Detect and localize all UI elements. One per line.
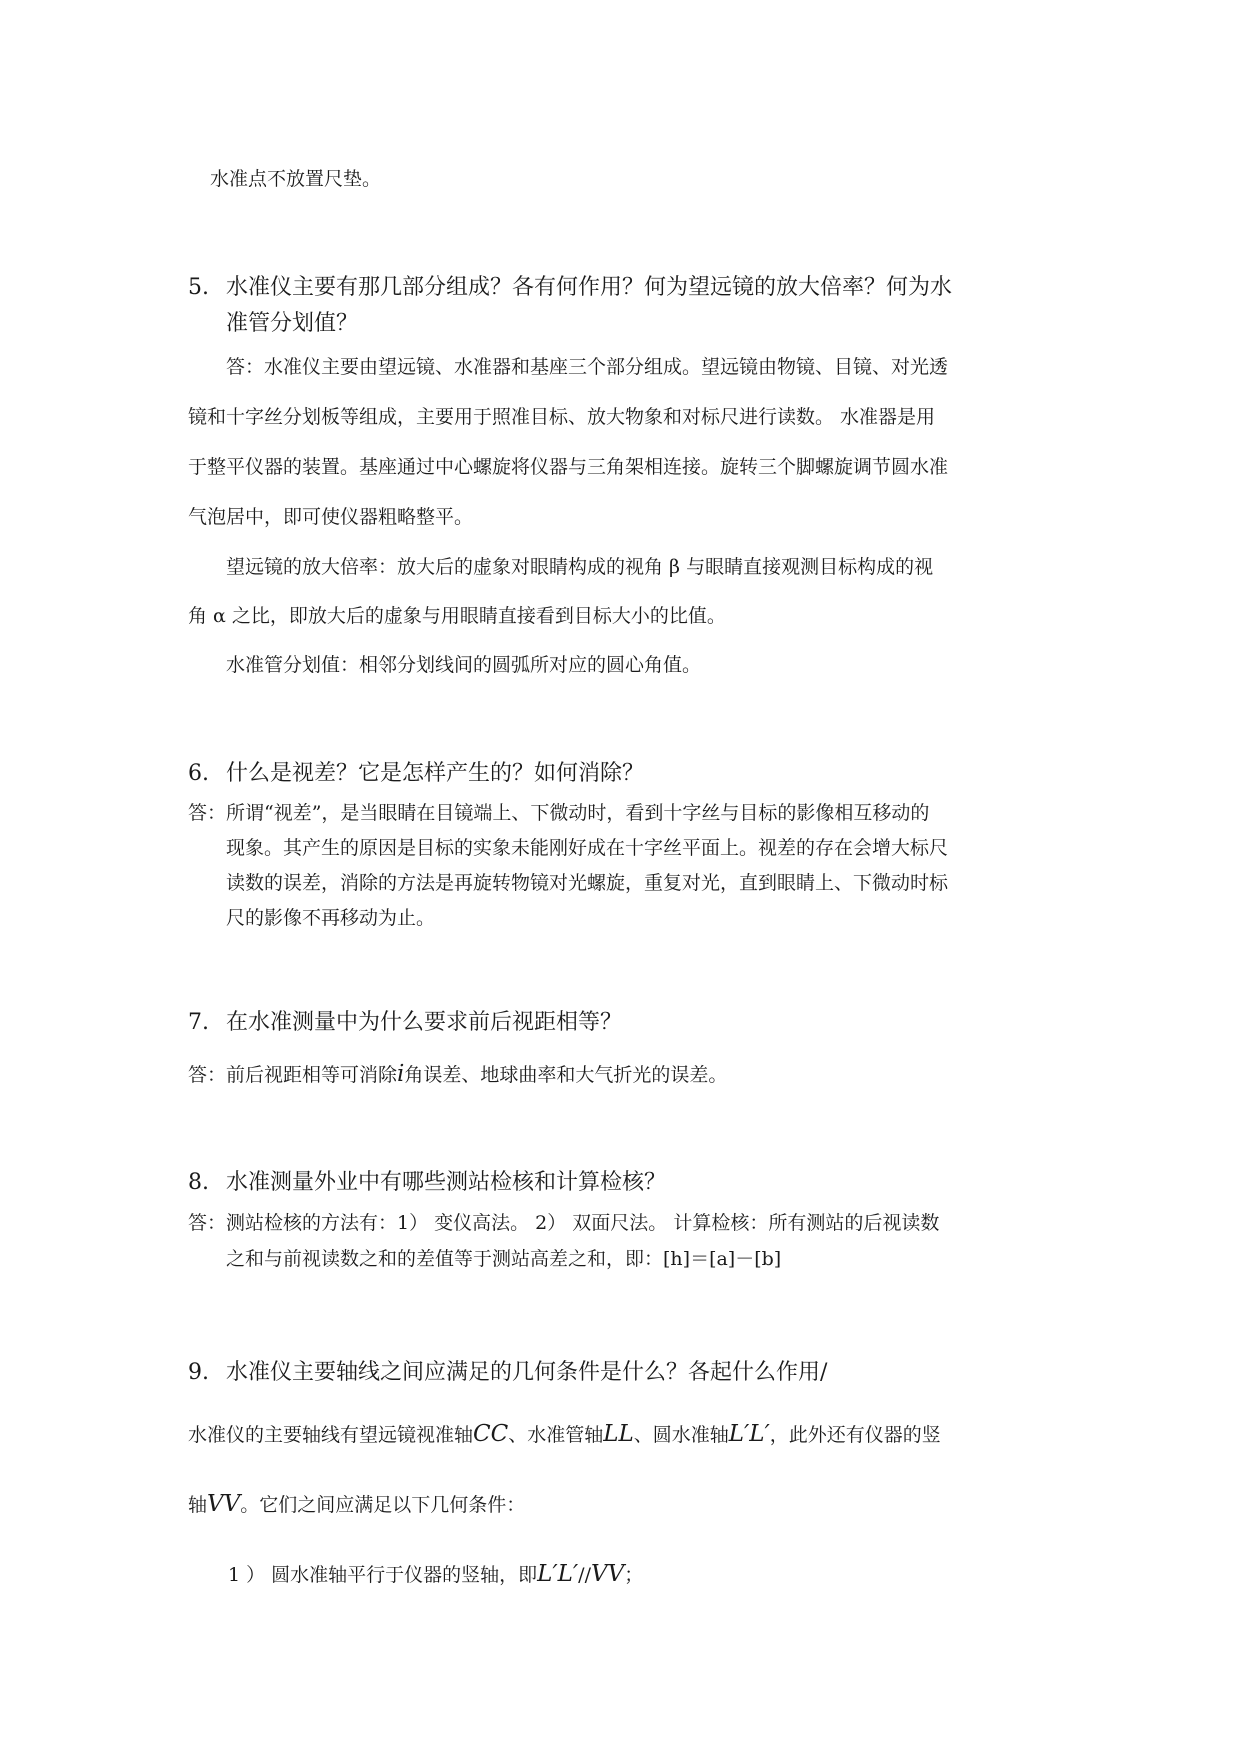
answer-text: 、水准管轴 — [508, 1424, 604, 1446]
answer-5-magnification-1: 望远镜的放大倍率：放大后的虚象对眼睛构成的视角 β 与眼睛直接观测目标构成的视 — [226, 556, 934, 578]
answer-text: 轴 — [188, 1494, 208, 1516]
answer-9-condition-1 — [228, 1560, 643, 1587]
intro-line: 水准点不放置尺垫。 — [210, 168, 382, 190]
question-text: 什么是视差？它是怎样产生的？如何消除？ — [226, 761, 645, 786]
answer-6-line-4: 尺的影像不再移动为止。 — [226, 907, 436, 929]
math-symbol-lplp: L′L′ — [537, 1561, 579, 1587]
math-symbol-cc: CC — [473, 1421, 509, 1447]
math-symbol-vv: VV — [590, 1561, 625, 1587]
answer-text: ； — [624, 1564, 644, 1586]
question-text: 在水准测量中为什么要求前后视距相等？ — [226, 1010, 623, 1035]
answer-text: 。它们之间应满足以下几何条件： — [240, 1494, 526, 1516]
question-number: 6. — [188, 761, 209, 786]
answer-text: 水准仪的主要轴线有望远镜视准轴 — [188, 1424, 474, 1446]
answer-text: 角误差、地球曲率和大气折光的误差。 — [404, 1064, 728, 1086]
answer-6-line-3: 读数的误差，消除的方法是再旋转物镜对光螺旋，重复对光，直到眼睛上、下微动时标 — [226, 872, 949, 894]
question-text: 水准仪主要有那几部分组成？各有何作用？何为望远镜的放大倍率？何为水 — [226, 275, 953, 300]
math-symbol-lplp: L′L′ — [728, 1421, 770, 1447]
question-number: 9. — [188, 1360, 209, 1385]
answer-5-line-3: 于整平仪器的装置。基座通过中心螺旋将仪器与三角架相连接。旋转三个脚螺旋调节圆水准 — [188, 456, 949, 478]
answer-text: 、圆水准轴 — [633, 1424, 729, 1446]
question-number: 5. — [188, 275, 209, 300]
answer-6-line-2: 现象。其产生的原因是目标的实象未能刚好成在十字丝平面上。视差的存在会增大标尺 — [226, 837, 949, 859]
question-number: 7. — [188, 1010, 209, 1035]
question-number: 8. — [188, 1170, 209, 1195]
question-5-title-cont: 准管分划值？ — [226, 311, 359, 336]
answer-5-line-4: 气泡居中，即可使仪器粗略整平。 — [188, 506, 474, 528]
math-symbol-ll: LL — [603, 1421, 634, 1447]
answer-text: ，此外还有仪器的竖 — [769, 1424, 941, 1446]
question-9-title — [188, 1355, 827, 1386]
question-7-title — [188, 1005, 622, 1036]
question-8-title — [188, 1165, 666, 1196]
answer-5-magnification-2: 角 α 之比，即放大后的虚象与用眼睛直接看到目标大小的比值。 — [188, 605, 726, 627]
answer-9-line-1 — [188, 1420, 941, 1447]
answer-5-division-value: 水准管分划值：相邻分划线间的圆弧所对应的圆心角值。 — [226, 654, 702, 676]
answer-6-line-1: 答：所谓“视差”，是当眼睛在目镜端上、下微动时，看到十字丝与目标的影像相互移动的 — [188, 802, 930, 824]
answer-5-line-1: 答：水准仪主要由望远镜、水准器和基座三个部分组成。望远镜由物镜、目镜、对光透 — [226, 356, 949, 378]
answer-8-line-2: 之和与前视读数之和的差值等于测站高差之和，即：[h]＝[a]－[b] — [226, 1248, 782, 1270]
answer-8-line-1: 答：测站检核的方法有：1） 变仪高法。 2） 双面尺法。 计算检核：所有测站的后视读数 — [188, 1212, 940, 1234]
question-5-title — [188, 270, 952, 301]
answer-text: 答：前后视距相等可消除 — [188, 1064, 398, 1086]
parallel-symbol: // — [578, 1564, 591, 1586]
question-6-title — [188, 756, 644, 787]
math-symbol-vv: VV — [207, 1491, 241, 1517]
question-text: 水准仪主要轴线之间应满足的几何条件是什么？各起什么作用/ — [226, 1360, 828, 1385]
answer-5-line-2: 镜和十字丝分划板等组成，主要用于照准目标、放大物象和对标尺进行读数。 水准器是用 — [188, 406, 936, 428]
math-symbol-i: i — [397, 1061, 405, 1087]
answer-9-line-2 — [188, 1490, 525, 1517]
answer-text: 1 ） 圆水准轴平行于仪器的竖轴，即 — [228, 1564, 538, 1586]
question-text: 水准测量外业中有哪些测站检核和计算检核？ — [226, 1170, 667, 1195]
answer-7 — [188, 1060, 727, 1087]
